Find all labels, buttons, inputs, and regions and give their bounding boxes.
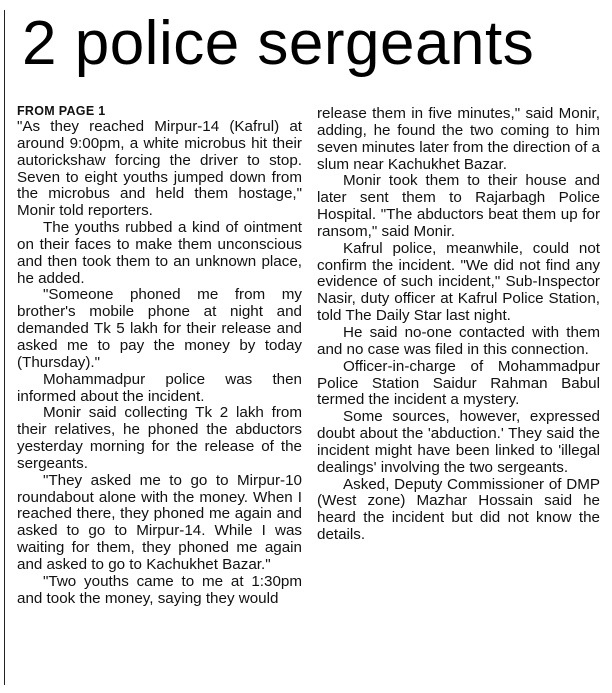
article-column-right — [317, 106, 600, 544]
paragraph: Officer-in-charge of Mohammadpur Police Station Saidur Rahman Babul termed the incident a mystery. — [317, 357, 600, 409]
paragraph: Kafrul police, meanwhile, could not confirm the incident. "We did not find any evidence of such incident," Sub-Inspector Nasir, duty officer at Kafrul Police Station, told The Daily Star last night. — [317, 239, 600, 325]
paragraph: "As they reached Mirpur-14 (Kafrul) at around 9:00pm, a white microbus hit their autorickshaw forcing the driver to stop. Seven to eight youths jumped down from the microbus and held them hostage," Monir told reporters. — [17, 118, 302, 220]
paragraph: Monir took them to their house and later sent them to Rajarbagh Police Hospital. "The abductors beat them up for ransom," said Monir. — [317, 172, 600, 240]
paragraph: The youths rubbed a kind of ointment on their faces to make them unconscious and then took them to an unknown place, he added. — [17, 219, 302, 287]
paragraph: release them in five minutes," said Monir, adding, he found the two coming to him seven minutes later from the direction of a slum near Kachukhet Bazar. — [317, 105, 600, 173]
paragraph: Asked, Deputy Commissioner of DMP (West zone) Mazhar Hossain said he heard the incident but did not know the details. — [317, 475, 600, 544]
kicker: FROM PAGE 1 — [17, 104, 106, 118]
headline: 2 police sergeants — [22, 9, 535, 78]
paragraph: "Someone phoned me from my brother's mobile phone at night and demanded Tk 5 lakh for their release and asked me to pay the money by today (Thursday)." — [17, 286, 302, 371]
paragraph: Monir said collecting Tk 2 lakh from their relatives, he phoned the abductors yesterday morning for the release of the sergeants. — [17, 404, 302, 472]
article-column-left — [17, 104, 302, 607]
paragraph: Some sources, however, expressed doubt about the 'abduction.' They said the incident might have been linked to 'illegal dealings' involving the two sergeants. — [317, 408, 600, 476]
paragraph: Mohammadpur police was then informed about the incident. — [17, 370, 302, 405]
paragraph: He said no-one contacted with them and no case was filed in this connection. — [317, 323, 600, 358]
paragraph: "They asked me to go to Mirpur-10 roundabout alone with the money. When I reached there, they phoned me again and asked to go to Mirpur-14. While I was waiting for them, they phoned me again and asked to go to Kachukhet Bazar." — [17, 471, 302, 573]
paragraph: "Two youths came to me at 1:30pm and took the money, saying they would — [17, 572, 302, 607]
column-rule — [4, 10, 5, 685]
